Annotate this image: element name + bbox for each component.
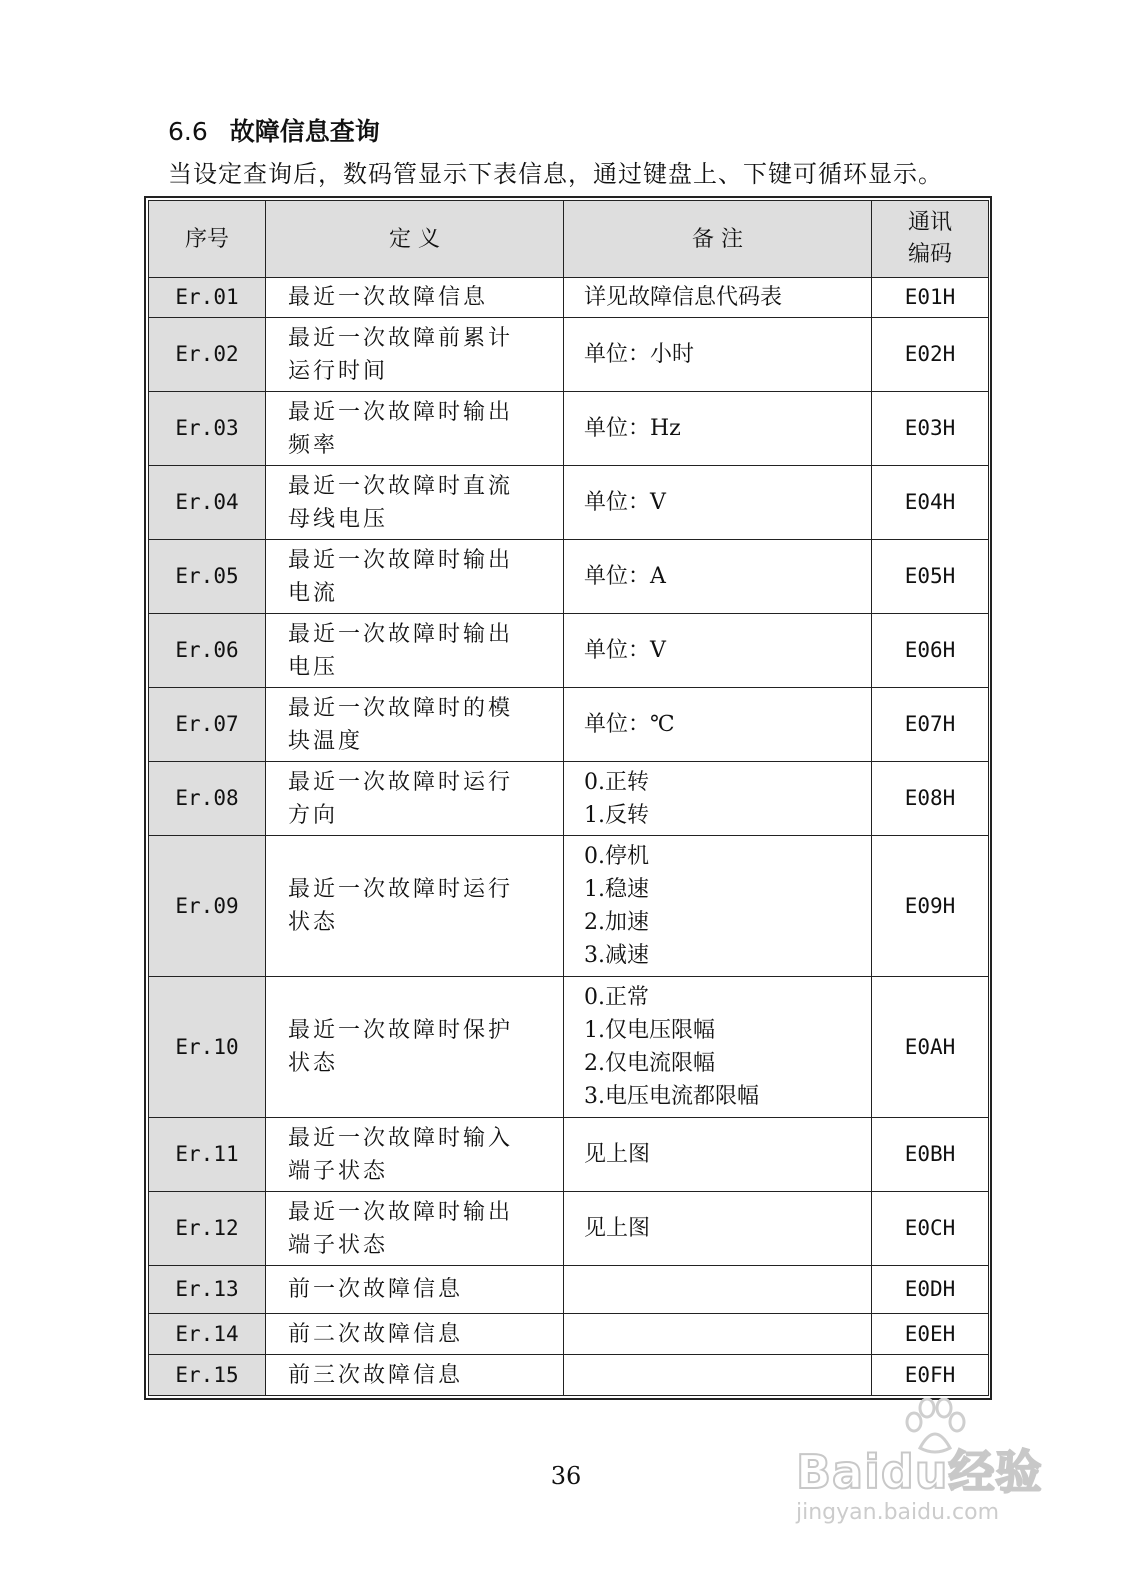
- definition-line: 最近一次故障时输入: [288, 1125, 514, 1151]
- table-row: [149, 762, 989, 836]
- definition-line: 频率: [288, 432, 339, 458]
- row-definition: [266, 614, 564, 688]
- definition-line: 最近一次故障信息: [288, 285, 489, 310]
- header-comm-code: [872, 201, 989, 278]
- row-comm-code: E0BH: [872, 1118, 989, 1192]
- row-note: [564, 466, 872, 540]
- row-comm-code: E0FH: [872, 1355, 989, 1396]
- table-row: [149, 1118, 989, 1192]
- definition-line: 端子状态: [288, 1158, 389, 1184]
- row-comm-code: E03H: [872, 392, 989, 466]
- table-row: [149, 836, 989, 977]
- row-definition: [266, 836, 564, 977]
- row-comm-code: E0DH: [872, 1266, 989, 1314]
- row-definition: [266, 1355, 564, 1396]
- definition-line: 最近一次故障时运行: [288, 769, 514, 795]
- row-note: [564, 836, 872, 977]
- row-comm-code: E08H: [872, 762, 989, 836]
- note-line: 见上图: [584, 1216, 651, 1241]
- row-definition: [266, 392, 564, 466]
- row-definition: [266, 688, 564, 762]
- row-note: [564, 392, 872, 466]
- definition-line: 最近一次故障时输出: [288, 621, 514, 647]
- page-number: 36: [550, 1462, 582, 1490]
- row-code: Er.02: [149, 318, 266, 392]
- row-definition: [266, 540, 564, 614]
- watermark-url: jingyan.baidu.com: [796, 1500, 1000, 1525]
- row-comm-code: E02H: [872, 318, 989, 392]
- header-comm-line2: 编码: [907, 242, 952, 267]
- row-definition: [266, 318, 564, 392]
- row-code: Er.04: [149, 466, 266, 540]
- table-row: [149, 977, 989, 1118]
- fault-info-table: [148, 200, 989, 1396]
- definition-line: 最近一次故障时输出: [288, 399, 514, 425]
- note-line: 见上图: [584, 1142, 651, 1167]
- section-number: 6.6: [168, 117, 208, 146]
- table-header-row: [149, 201, 989, 278]
- row-definition: [266, 278, 564, 318]
- table-row: [149, 540, 989, 614]
- row-note: [564, 1118, 872, 1192]
- fault-info-table-frame: [144, 196, 992, 1400]
- header-code: 序号: [149, 201, 266, 278]
- header-note: 备 注: [564, 201, 872, 278]
- definition-line: 最近一次故障时输出: [288, 1199, 514, 1225]
- definition-line: 电压: [288, 654, 339, 680]
- row-definition: [266, 1192, 564, 1266]
- table-row: [149, 466, 989, 540]
- table-row: [149, 1314, 989, 1355]
- definition-line: 状态: [288, 910, 339, 935]
- note-line: 0.正转: [584, 769, 649, 795]
- row-comm-code: E04H: [872, 466, 989, 540]
- row-code: Er.09: [149, 836, 266, 977]
- row-note: [564, 1314, 872, 1355]
- note-line: 2.加速: [584, 910, 649, 935]
- row-comm-code: E06H: [872, 614, 989, 688]
- row-definition: [266, 1266, 564, 1314]
- header-definition: 定 义: [266, 201, 564, 278]
- row-code: Er.10: [149, 977, 266, 1118]
- note-line: 单位：℃: [584, 712, 675, 737]
- row-note: [564, 1355, 872, 1396]
- definition-line: 最近一次故障时的模: [288, 695, 514, 721]
- row-comm-code: E07H: [872, 688, 989, 762]
- note-line: 0.停机: [584, 844, 649, 869]
- note-line: 1.仅电压限幅: [584, 1018, 715, 1043]
- note-line: 3.电压电流都限幅: [584, 1084, 759, 1109]
- row-comm-code: E05H: [872, 540, 989, 614]
- row-note: [564, 977, 872, 1118]
- row-definition: [266, 977, 564, 1118]
- definition-line: 状态: [288, 1051, 339, 1076]
- row-code: Er.15: [149, 1355, 266, 1396]
- row-note: [564, 318, 872, 392]
- row-note: [564, 762, 872, 836]
- definition-line: 母线电压: [288, 506, 389, 532]
- row-note: [564, 688, 872, 762]
- table-row: [149, 392, 989, 466]
- note-line: 单位：小时: [584, 342, 695, 367]
- note-line: 3.减速: [584, 943, 649, 968]
- row-code: Er.01: [149, 278, 266, 318]
- note-line: 单位：V: [584, 490, 666, 515]
- table-row: [149, 1266, 989, 1314]
- row-definition: [266, 762, 564, 836]
- row-comm-code: E0EH: [872, 1314, 989, 1355]
- row-code: Er.03: [149, 392, 266, 466]
- row-code: Er.08: [149, 762, 266, 836]
- baidu-watermark: [790, 1396, 1060, 1546]
- row-comm-code: E01H: [872, 278, 989, 318]
- row-code: Er.11: [149, 1118, 266, 1192]
- row-note: [564, 1266, 872, 1314]
- row-definition: [266, 1118, 564, 1192]
- definition-line: 端子状态: [288, 1232, 389, 1258]
- note-line: 2.仅电流限幅: [584, 1051, 715, 1076]
- note-line: 单位：Hz: [584, 416, 681, 441]
- note-line: 详见故障信息代码表: [584, 285, 783, 310]
- row-definition: [266, 466, 564, 540]
- definition-line: 最近一次故障前累计: [288, 325, 514, 351]
- definition-line: 运行时间: [288, 358, 389, 384]
- watermark-brand: Baidu经验: [796, 1445, 1043, 1499]
- row-comm-code: E0CH: [872, 1192, 989, 1266]
- row-code: Er.13: [149, 1266, 266, 1314]
- note-line: 1.反转: [584, 802, 649, 828]
- definition-line: 方向: [288, 802, 339, 828]
- row-code: Er.07: [149, 688, 266, 762]
- definition-line: 前二次故障信息: [288, 1321, 464, 1347]
- row-comm-code: E09H: [872, 836, 989, 977]
- note-line: 1.稳速: [584, 877, 649, 902]
- table-row: [149, 1192, 989, 1266]
- table-row: [149, 278, 989, 318]
- header-comm-line1: 通讯: [907, 210, 952, 235]
- table-row: [149, 614, 989, 688]
- definition-line: 块温度: [288, 728, 364, 754]
- row-note: [564, 540, 872, 614]
- section-title: 故障信息查询: [229, 117, 380, 146]
- row-definition: [266, 1314, 564, 1355]
- definition-line: 最近一次故障时输出: [288, 547, 514, 573]
- table-row: [149, 688, 989, 762]
- row-comm-code: E0AH: [872, 977, 989, 1118]
- table-row: [149, 318, 989, 392]
- row-note: [564, 278, 872, 318]
- note-line: 单位：V: [584, 638, 666, 663]
- note-line: 单位：A: [584, 564, 666, 589]
- row-note: [564, 1192, 872, 1266]
- section-heading: [168, 112, 380, 148]
- row-note: [564, 614, 872, 688]
- definition-line: 电流: [288, 580, 339, 606]
- row-code: Er.06: [149, 614, 266, 688]
- table-body: [149, 278, 989, 1396]
- definition-line: 最近一次故障时运行: [288, 877, 514, 902]
- row-code: Er.14: [149, 1314, 266, 1355]
- table-row: [149, 1355, 989, 1396]
- definition-line: 前三次故障信息: [288, 1362, 464, 1388]
- row-code: Er.12: [149, 1192, 266, 1266]
- definition-line: 最近一次故障时直流: [288, 473, 514, 499]
- intro-paragraph: 当设定查询后，数码管显示下表信息，通过键盘上、下键可循环显示。: [168, 160, 943, 188]
- definition-line: 前一次故障信息: [288, 1277, 464, 1302]
- definition-line: 最近一次故障时保护: [288, 1018, 514, 1043]
- row-code: Er.05: [149, 540, 266, 614]
- note-line: 0.正常: [584, 985, 649, 1010]
